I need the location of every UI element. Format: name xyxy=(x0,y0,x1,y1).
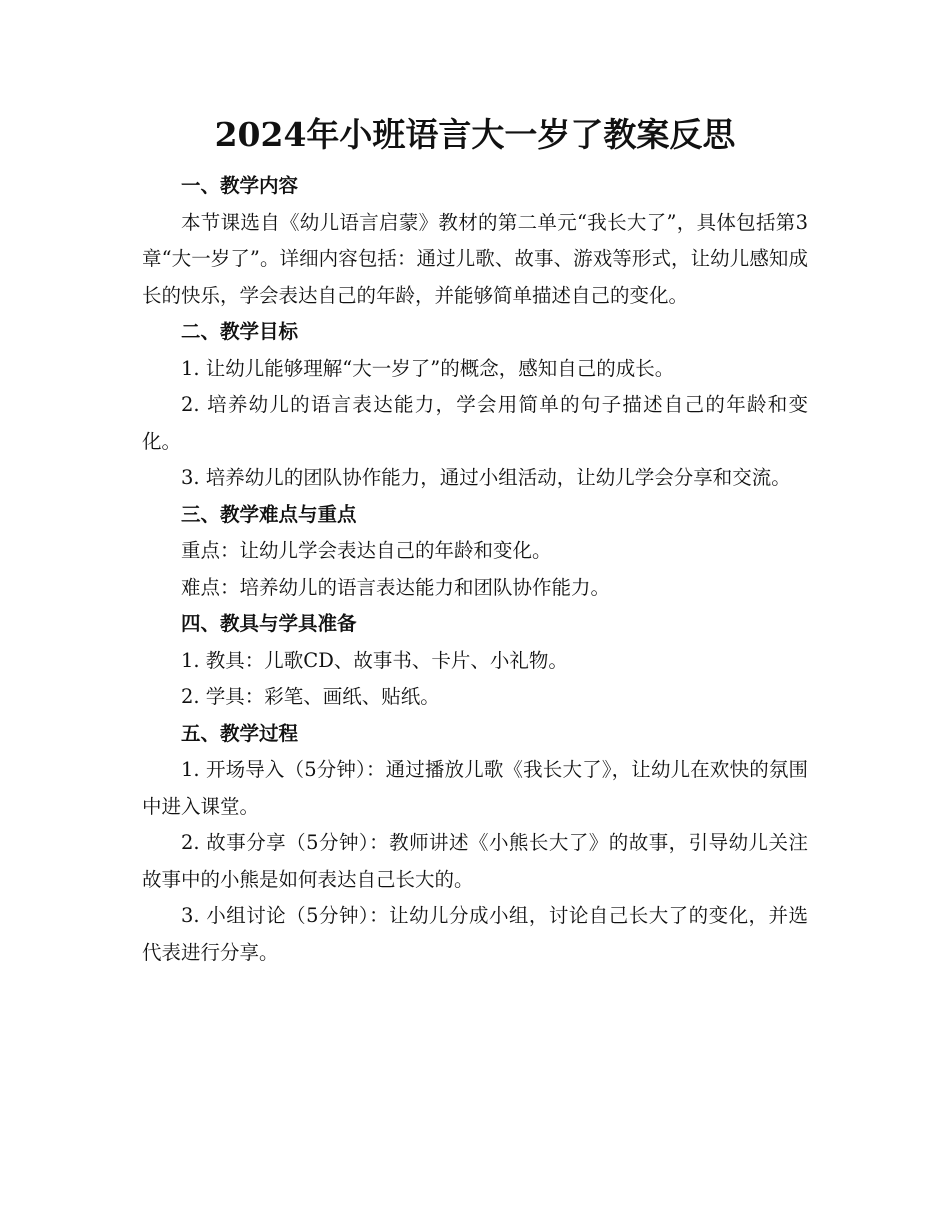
paragraph: 1. 教具：儿歌CD、故事书、卡片、小礼物。 xyxy=(181,648,568,672)
paragraph: 2. 培养幼儿的语言表达能力，学会用简单的句子描述自己的年龄和变化。 xyxy=(142,393,808,453)
section-heading: 三、教学难点与重点 xyxy=(181,502,357,526)
paragraph: 2. 故事分享（5分钟）：教师讲述《小熊长大了》的故事，引导幼儿关注故事中的小熊是如何表达自己长大的。 xyxy=(142,831,808,891)
document-title: 2024年小班语言大一岁了教案反思 xyxy=(214,115,736,154)
paragraph: 2. 学具：彩笔、画纸、贴纸。 xyxy=(181,685,440,708)
paragraph: 重点：让幼儿学会表达自己的年龄和变化。 xyxy=(181,539,552,562)
paragraph: 3. 培养幼儿的团队协作能力，通过小组活动，让幼儿学会分享和交流。 xyxy=(181,466,791,489)
section-heading: 二、教学目标 xyxy=(181,320,299,343)
paragraph: 3. 小组讨论（5分钟）：让幼儿分成小组，讨论自己长大了的变化，并选代表进行分享。 xyxy=(142,904,808,964)
paragraph: 本节课选自《幼儿语言启蒙》教材的第二单元“我长大了”，具体包括第3章“大一岁了”。详细内容包括：通过儿歌、故事、游戏等形式，让幼儿感知成长的快乐，学会表达自己的年龄，并能够简单描述自己的变化。 xyxy=(142,210,808,307)
section-heading: 五、教学过程 xyxy=(181,721,299,745)
paragraph: 1. 开场导入（5分钟）：通过播放儿歌《我长大了》，让幼儿在欢快的氛围中进入课堂。 xyxy=(142,758,808,818)
paragraph: 难点：培养幼儿的语言表达能力和团队协作能力。 xyxy=(181,575,611,599)
document-body xyxy=(142,168,808,971)
section-heading: 四、教具与学具准备 xyxy=(181,612,357,635)
paragraph: 1. 让幼儿能够理解“大一岁了”的概念，感知自己的成长。 xyxy=(181,356,675,380)
section-heading: 一、教学内容 xyxy=(181,174,299,197)
